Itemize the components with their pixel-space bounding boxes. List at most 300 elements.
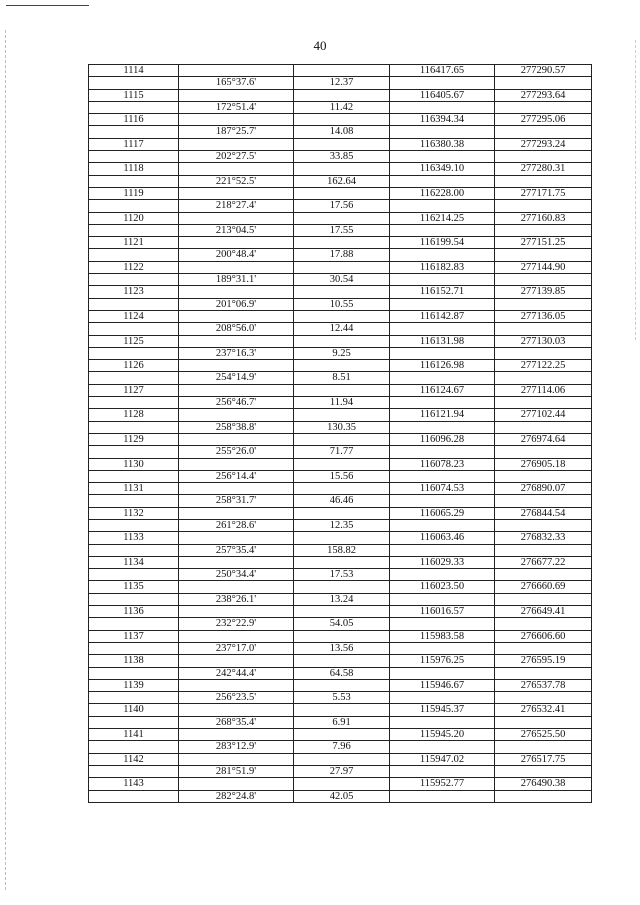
coord-y: 277295.06 (495, 114, 592, 126)
empty-cell (89, 618, 179, 630)
empty-cell (179, 606, 294, 618)
empty-cell (89, 175, 179, 187)
empty-cell (294, 778, 390, 790)
direction-angle: 172°51.4' (179, 101, 294, 113)
direction-angle: 221°52.5' (179, 175, 294, 187)
point-number: 1137 (89, 630, 179, 642)
empty-cell (390, 421, 495, 433)
segment-length: 27.97 (294, 765, 390, 777)
coord-x: 116121.94 (390, 409, 495, 421)
empty-cell (390, 175, 495, 187)
point-row (89, 458, 592, 470)
empty-cell (294, 704, 390, 716)
coord-y: 276537.78 (495, 679, 592, 691)
direction-angle: 202°27.5' (179, 151, 294, 163)
segment-length: 11.42 (294, 101, 390, 113)
point-row (89, 483, 592, 495)
empty-cell (179, 778, 294, 790)
point-row (89, 679, 592, 691)
point-row (89, 384, 592, 396)
coord-x: 116131.98 (390, 335, 495, 347)
scan-edge-left (5, 30, 6, 890)
direction-angle: 189°31.1' (179, 274, 294, 286)
empty-cell (294, 556, 390, 568)
empty-cell (294, 286, 390, 298)
empty-cell (179, 655, 294, 667)
empty-cell (179, 212, 294, 224)
empty-cell (89, 765, 179, 777)
coord-y: 276832.33 (495, 532, 592, 544)
coord-x: 115952.77 (390, 778, 495, 790)
segment-row (89, 224, 592, 236)
empty-cell (89, 421, 179, 433)
point-number: 1141 (89, 729, 179, 741)
segment-row (89, 642, 592, 654)
empty-cell (179, 286, 294, 298)
point-number: 1132 (89, 507, 179, 519)
empty-cell (495, 716, 592, 728)
coord-x: 115945.20 (390, 729, 495, 741)
segment-length: 64.58 (294, 667, 390, 679)
coord-x: 116228.00 (390, 187, 495, 199)
segment-row (89, 446, 592, 458)
segment-length: 158.82 (294, 544, 390, 556)
empty-cell (390, 224, 495, 236)
page-number: 40 (313, 38, 327, 53)
coord-y: 276905.18 (495, 458, 592, 470)
empty-cell (390, 569, 495, 581)
point-row (89, 753, 592, 765)
empty-cell (179, 753, 294, 765)
coord-y: 277160.83 (495, 212, 592, 224)
segment-length: 162.64 (294, 175, 390, 187)
empty-cell (390, 495, 495, 507)
empty-cell (294, 729, 390, 741)
direction-angle: 187°25.7' (179, 126, 294, 138)
point-row (89, 138, 592, 150)
point-row (89, 532, 592, 544)
empty-cell (89, 692, 179, 704)
coord-x: 116096.28 (390, 433, 495, 445)
coord-y: 277102.44 (495, 409, 592, 421)
empty-cell (390, 298, 495, 310)
coord-y: 276844.54 (495, 507, 592, 519)
empty-cell (179, 556, 294, 568)
point-number: 1140 (89, 704, 179, 716)
segment-row (89, 593, 592, 605)
empty-cell (179, 114, 294, 126)
empty-cell (495, 692, 592, 704)
empty-cell (179, 704, 294, 716)
segment-row (89, 495, 592, 507)
segment-length: 13.24 (294, 593, 390, 605)
coord-x: 115983.58 (390, 630, 495, 642)
empty-cell (294, 581, 390, 593)
direction-angle: 282°24.8' (179, 790, 294, 802)
direction-angle: 208°56.0' (179, 323, 294, 335)
empty-cell (294, 163, 390, 175)
point-number: 1119 (89, 187, 179, 199)
point-row (89, 89, 592, 101)
coord-x: 115946.67 (390, 679, 495, 691)
empty-cell (294, 360, 390, 372)
empty-cell (89, 569, 179, 581)
segment-length: 12.35 (294, 519, 390, 531)
empty-cell (390, 544, 495, 556)
direction-angle: 258°38.8' (179, 421, 294, 433)
empty-cell (495, 101, 592, 113)
empty-cell (179, 237, 294, 249)
empty-cell (495, 126, 592, 138)
empty-cell (89, 126, 179, 138)
direction-angle: 256°14.4' (179, 470, 294, 482)
empty-cell (294, 753, 390, 765)
segment-row (89, 519, 592, 531)
empty-cell (495, 372, 592, 384)
empty-cell (89, 593, 179, 605)
segment-length: 14.08 (294, 126, 390, 138)
segment-row (89, 175, 592, 187)
segment-row (89, 716, 592, 728)
empty-cell (495, 495, 592, 507)
empty-cell (495, 741, 592, 753)
coord-y: 276595.19 (495, 655, 592, 667)
point-number: 1118 (89, 163, 179, 175)
segment-row (89, 200, 592, 212)
empty-cell (495, 667, 592, 679)
point-number: 1121 (89, 237, 179, 249)
point-number: 1143 (89, 778, 179, 790)
segment-row (89, 126, 592, 138)
point-number: 1125 (89, 335, 179, 347)
coord-x: 116078.23 (390, 458, 495, 470)
point-number: 1123 (89, 286, 179, 298)
point-row (89, 187, 592, 199)
segment-length: 46.46 (294, 495, 390, 507)
coord-x: 115945.37 (390, 704, 495, 716)
empty-cell (179, 532, 294, 544)
coord-x: 116016.57 (390, 606, 495, 618)
point-row (89, 335, 592, 347)
empty-cell (89, 495, 179, 507)
segment-row (89, 249, 592, 261)
empty-cell (390, 519, 495, 531)
empty-cell (495, 618, 592, 630)
segment-row (89, 151, 592, 163)
coord-y: 276890.07 (495, 483, 592, 495)
coord-x: 116182.83 (390, 261, 495, 273)
segment-length: 5.53 (294, 692, 390, 704)
empty-cell (179, 507, 294, 519)
segment-length: 8.51 (294, 372, 390, 384)
point-number: 1126 (89, 360, 179, 372)
empty-cell (179, 630, 294, 642)
direction-angle: 237°16.3' (179, 347, 294, 359)
coord-x: 116126.98 (390, 360, 495, 372)
empty-cell (179, 138, 294, 150)
point-number: 1142 (89, 753, 179, 765)
empty-cell (179, 729, 294, 741)
empty-cell (179, 261, 294, 273)
point-number: 1115 (89, 89, 179, 101)
empty-cell (390, 593, 495, 605)
coord-y: 276490.38 (495, 778, 592, 790)
segment-length: 17.55 (294, 224, 390, 236)
empty-cell (495, 323, 592, 335)
point-row (89, 409, 592, 421)
coord-y: 277136.05 (495, 310, 592, 322)
empty-cell (179, 89, 294, 101)
direction-angle: 255°26.0' (179, 446, 294, 458)
coord-y: 277171.75 (495, 187, 592, 199)
coord-x: 116394.34 (390, 114, 495, 126)
point-number: 1133 (89, 532, 179, 544)
empty-cell (294, 433, 390, 445)
direction-angle: 257°35.4' (179, 544, 294, 556)
empty-cell (89, 470, 179, 482)
empty-cell (390, 397, 495, 409)
empty-cell (179, 360, 294, 372)
segment-length: 13.56 (294, 642, 390, 654)
coord-y: 277122.25 (495, 360, 592, 372)
point-number: 1114 (89, 65, 179, 77)
segment-length: 17.56 (294, 200, 390, 212)
empty-cell (179, 679, 294, 691)
segment-row (89, 347, 592, 359)
point-number: 1128 (89, 409, 179, 421)
direction-angle: 283°12.9' (179, 741, 294, 753)
point-number: 1135 (89, 581, 179, 593)
empty-cell (89, 298, 179, 310)
coord-x: 115947.02 (390, 753, 495, 765)
empty-cell (495, 544, 592, 556)
coord-y: 277280.31 (495, 163, 592, 175)
empty-cell (390, 446, 495, 458)
empty-cell (294, 114, 390, 126)
segment-length: 30.54 (294, 274, 390, 286)
segment-row (89, 298, 592, 310)
direction-angle: 165°37.6' (179, 77, 294, 89)
empty-cell (495, 151, 592, 163)
direction-angle: 232°22.9' (179, 618, 294, 630)
empty-cell (89, 642, 179, 654)
empty-cell (390, 470, 495, 482)
coord-y: 276606.60 (495, 630, 592, 642)
coord-x: 116074.53 (390, 483, 495, 495)
coord-y: 277293.64 (495, 89, 592, 101)
empty-cell (495, 765, 592, 777)
direction-angle: 281°51.9' (179, 765, 294, 777)
empty-cell (179, 310, 294, 322)
empty-cell (390, 347, 495, 359)
empty-cell (495, 347, 592, 359)
segment-row (89, 692, 592, 704)
empty-cell (89, 347, 179, 359)
empty-cell (89, 544, 179, 556)
empty-cell (390, 77, 495, 89)
coord-y: 277144.90 (495, 261, 592, 273)
segment-row (89, 274, 592, 286)
empty-cell (294, 409, 390, 421)
empty-cell (89, 151, 179, 163)
empty-cell (294, 138, 390, 150)
point-row (89, 581, 592, 593)
point-number: 1139 (89, 679, 179, 691)
empty-cell (89, 716, 179, 728)
point-row (89, 655, 592, 667)
empty-cell (495, 519, 592, 531)
coord-x: 116152.71 (390, 286, 495, 298)
coord-y: 276525.50 (495, 729, 592, 741)
point-row (89, 630, 592, 642)
empty-cell (495, 274, 592, 286)
empty-cell (390, 323, 495, 335)
empty-cell (89, 200, 179, 212)
point-number: 1130 (89, 458, 179, 470)
empty-cell (390, 372, 495, 384)
empty-cell (390, 249, 495, 261)
empty-cell (495, 224, 592, 236)
point-row (89, 360, 592, 372)
empty-cell (294, 606, 390, 618)
coord-x: 116142.87 (390, 310, 495, 322)
point-row (89, 556, 592, 568)
empty-cell (495, 470, 592, 482)
point-row (89, 114, 592, 126)
direction-angle: 250°34.4' (179, 569, 294, 581)
segment-row (89, 397, 592, 409)
empty-cell (294, 335, 390, 347)
segment-length: 54.05 (294, 618, 390, 630)
point-number: 1129 (89, 433, 179, 445)
segment-row (89, 470, 592, 482)
direction-angle: 200°48.4' (179, 249, 294, 261)
empty-cell (89, 741, 179, 753)
coord-y: 277139.85 (495, 286, 592, 298)
coordinates-table (88, 64, 592, 803)
coord-y: 277114.06 (495, 384, 592, 396)
point-row (89, 310, 592, 322)
segment-row (89, 667, 592, 679)
empty-cell (390, 151, 495, 163)
empty-cell (390, 765, 495, 777)
empty-cell (390, 692, 495, 704)
coord-y: 276660.69 (495, 581, 592, 593)
point-row (89, 237, 592, 249)
empty-cell (89, 446, 179, 458)
point-row (89, 704, 592, 716)
segment-row (89, 323, 592, 335)
empty-cell (294, 532, 390, 544)
direction-angle: 238°26.1' (179, 593, 294, 605)
coord-x: 116199.54 (390, 237, 495, 249)
segment-length: 10.55 (294, 298, 390, 310)
direction-angle: 213°04.5' (179, 224, 294, 236)
point-row (89, 65, 592, 77)
coord-x: 116065.29 (390, 507, 495, 519)
empty-cell (89, 101, 179, 113)
point-row (89, 286, 592, 298)
empty-cell (390, 790, 495, 802)
empty-cell (495, 593, 592, 605)
empty-cell (179, 384, 294, 396)
point-row (89, 212, 592, 224)
empty-cell (294, 655, 390, 667)
direction-angle: 256°23.5' (179, 692, 294, 704)
empty-cell (390, 200, 495, 212)
segment-length: 11.94 (294, 397, 390, 409)
empty-cell (390, 274, 495, 286)
point-number: 1127 (89, 384, 179, 396)
empty-cell (179, 335, 294, 347)
coord-y: 276649.41 (495, 606, 592, 618)
empty-cell (495, 298, 592, 310)
segment-row (89, 77, 592, 89)
coord-y: 276532.41 (495, 704, 592, 716)
coord-y: 276677.22 (495, 556, 592, 568)
segment-length: 130.35 (294, 421, 390, 433)
empty-cell (179, 458, 294, 470)
coord-x: 115976.25 (390, 655, 495, 667)
segment-length: 33.85 (294, 151, 390, 163)
point-number: 1134 (89, 556, 179, 568)
point-number: 1131 (89, 483, 179, 495)
point-number: 1117 (89, 138, 179, 150)
empty-cell (294, 679, 390, 691)
empty-cell (89, 372, 179, 384)
direction-angle: 261°28.6' (179, 519, 294, 531)
empty-cell (179, 65, 294, 77)
empty-cell (390, 741, 495, 753)
empty-cell (390, 101, 495, 113)
coord-y: 277293.24 (495, 138, 592, 150)
point-number: 1122 (89, 261, 179, 273)
segment-length: 9.25 (294, 347, 390, 359)
empty-cell (495, 200, 592, 212)
point-number: 1138 (89, 655, 179, 667)
point-row (89, 261, 592, 273)
direction-angle: 254°14.9' (179, 372, 294, 384)
point-number: 1136 (89, 606, 179, 618)
empty-cell (294, 384, 390, 396)
segment-row (89, 618, 592, 630)
empty-cell (179, 433, 294, 445)
segment-length: 17.53 (294, 569, 390, 581)
empty-cell (294, 65, 390, 77)
segment-length: 6.91 (294, 716, 390, 728)
empty-cell (495, 397, 592, 409)
empty-cell (89, 790, 179, 802)
coord-x: 116349.10 (390, 163, 495, 175)
scan-edge-right (635, 40, 636, 340)
direction-angle: 268°35.4' (179, 716, 294, 728)
empty-cell (390, 126, 495, 138)
segment-length: 7.96 (294, 741, 390, 753)
empty-cell (495, 175, 592, 187)
empty-cell (179, 483, 294, 495)
direction-angle: 218°27.4' (179, 200, 294, 212)
direction-angle: 258°31.7' (179, 495, 294, 507)
empty-cell (294, 507, 390, 519)
empty-cell (89, 397, 179, 409)
segment-row (89, 741, 592, 753)
empty-cell (179, 409, 294, 421)
empty-cell (495, 77, 592, 89)
empty-cell (89, 519, 179, 531)
point-row (89, 606, 592, 618)
coord-y: 276517.75 (495, 753, 592, 765)
top-rule (6, 5, 89, 6)
